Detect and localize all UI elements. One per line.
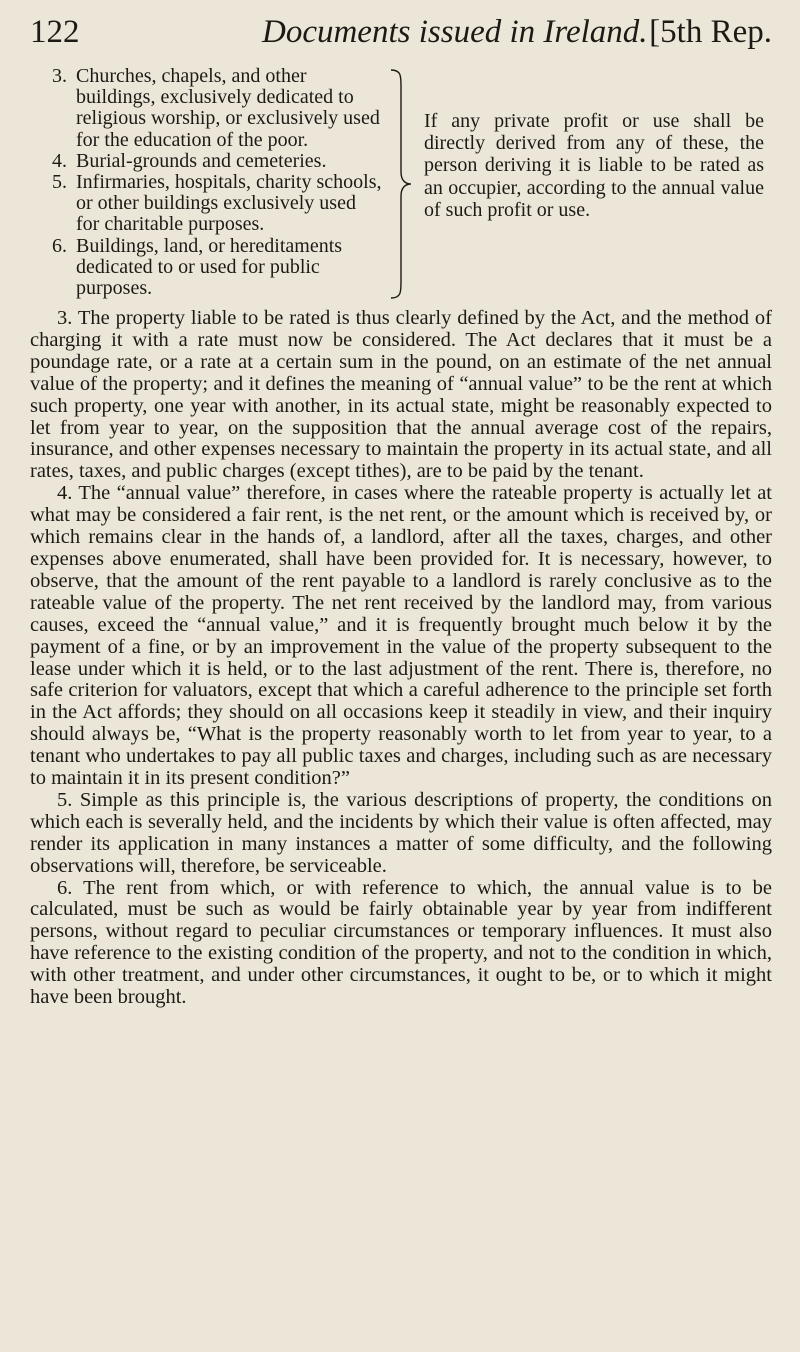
paragraph: 3. The property liable to be rated is thus clearly defined by the Act, and the method of charging it with a rate must now be considered. The Act declares that it must be a poundage rate, or a rate at a certain sum in the pound, on an estimate of the net annual value of the property; and it defines the meaning of “annual value” to be the rent at which such property, one year with another, in its actual state, might be reasonably expected to let from year to year, on the supposition that the annual average cost of the repairs, insurance, and other expenses necessary to maintain the property in its actual state, and all rates, taxes, and public charges (except tithes), are to be paid by the tenant. bbox=[30, 307, 772, 483]
running-title: Documents issued in Ireland. bbox=[262, 14, 648, 50]
list-item bbox=[52, 151, 384, 172]
list-item-number: 6. bbox=[52, 234, 67, 257]
list-item-text: Burial-grounds and cemeteries. bbox=[76, 149, 327, 172]
list-item bbox=[52, 236, 384, 300]
report-label: [5th Rep. bbox=[649, 14, 772, 50]
page-number: 122 bbox=[30, 14, 80, 50]
paragraph: 4. The “annual value” therefore, in cases where the rateable property is actually let at what may be considered a fair rent, is the net rent, or the amount which is received by, or which remains clear in the hands of, a landlord, after all the taxes, charges, and other expenses above enumerated, shall have been provided for. It is necessary, however, to observe, that the amount of the rent payable to a landlord is rarely conclusive as to the rateable value of the property. The net rent received by the landlord may, from various causes, exceed the “annual value,” and it is frequently brought much below it by the payment of a fine, or by an improvement in the value of the property subsequent to the lease under which it is held, or to the last adjustment of the rent. There is, therefore, no safe criterion for valuators, except that which a careful adherence to the principle set forth in the Act affords; they should on all occasions keep it steadily in view, and their inquiry should always be, “What is the property reasonably worth to let from year to year, to a tenant who undertakes to pay all public taxes and charges, including such as are necessary to maintain it in its present condition?” bbox=[30, 482, 772, 790]
paragraph: 5. Simple as this principle is, the various descriptions of property, the conditions on which each is severally held, and the incidents by which their value is often affected, may render its application in many instances a matter of some difficulty, and the following observations will, therefore, be serviceable. bbox=[30, 788, 772, 877]
right-brace bbox=[388, 66, 414, 302]
list-item bbox=[52, 172, 384, 236]
side-note: If any private profit or use shall be directly derived from any of these, the person deriving it is liable to be rated as an occupier, according to the annual value of such profit or use. bbox=[424, 110, 764, 221]
list-item-text: Infirmaries, hospitals, charity schools, or other buildings exclusively used for charitable purposes. bbox=[76, 171, 382, 236]
list-item-number: 4. bbox=[52, 149, 67, 172]
paragraph: 6. The rent from which, or with reference to which, the annual value is to be calculated, must be such as would be fairly obtainable year by year from indifferent persons, without regard to peculiar circumstances or temporary influences. It must also have reference to the existing condition of the property, and not to the condition in which, with other treatment, and under other circumstances, it ought to be, or to which it might have been brought. bbox=[30, 876, 772, 1009]
exemption-list bbox=[52, 66, 384, 299]
list-item bbox=[52, 66, 384, 151]
exemption-list-block bbox=[52, 66, 764, 302]
list-item-text: Buildings, land, or hereditaments dedicated to or used for public purposes. bbox=[76, 234, 343, 300]
list-item-number: 3. bbox=[52, 65, 67, 87]
list-item-number: 5. bbox=[52, 171, 67, 194]
running-head bbox=[30, 12, 772, 52]
list-item-text: Churches, chapels, and other buildings, exclusively dedicated to religious worship, or exclusively used for the education of the poor. bbox=[76, 65, 380, 151]
body-text bbox=[30, 308, 772, 1009]
